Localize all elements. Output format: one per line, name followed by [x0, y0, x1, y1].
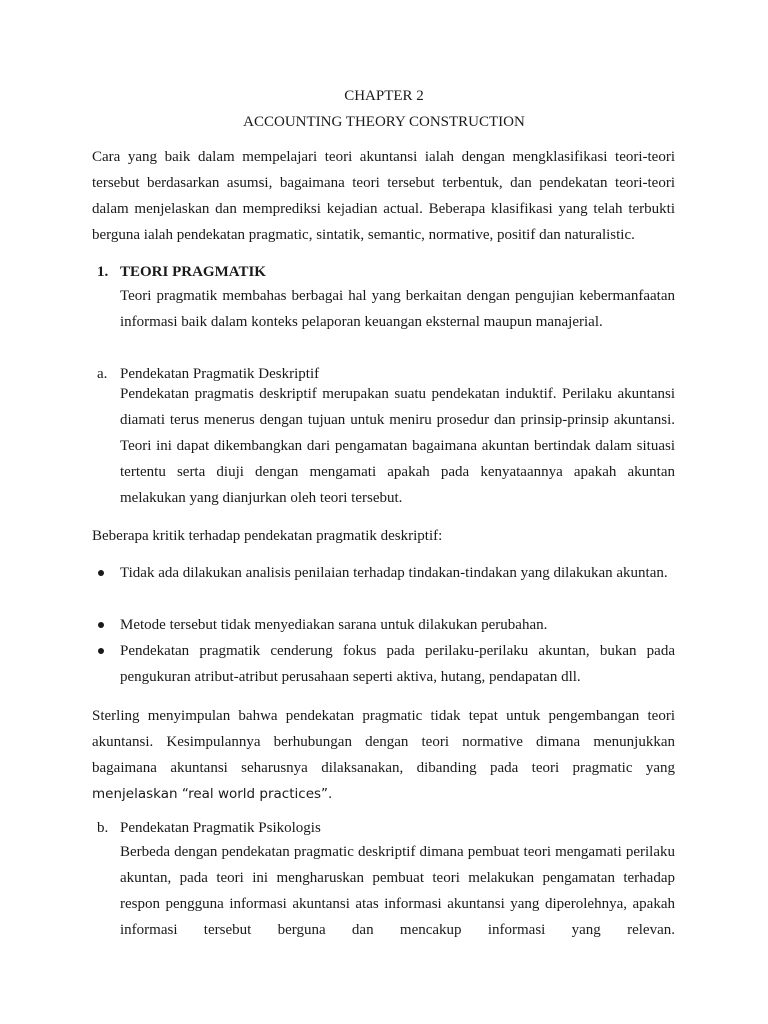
critique-bullet-2: [120, 612, 675, 638]
chapter-title: ACCOUNTING THEORY CONSTRUCTION: [243, 114, 525, 130]
sub-a-marker: a.: [97, 366, 108, 382]
sub-b-heading: Pendekatan Pragmatik Psikologis: [120, 820, 321, 836]
sterling-line-3: bagaimana akuntansi seharusnya dilaksanakan, dibanding pada teori pragmatic yang: [92, 760, 675, 776]
sub-b-text: Berbeda dengan pendekatan pragmatic deskriptif dimana pembuat teori mengamati perilaku akuntan, pada teori ini mengharuskan pembuat teori melakukan pengamatan terhadap respon pengguna informasi akuntansi atas informasi akuntansi yang diperolehnya, apakah informasi tersebut berguna dan mencakup informasi yang relevan.: [120, 844, 675, 938]
section-1-text: Teori pragmatik membahas berbagai hal yang berkaitan dengan pengujian kebermanfaatan informasi baik dalam konteks pelaporan keuangan eksternal maupun manajerial.: [120, 288, 675, 330]
critique-bullet-2-text: Metode tersebut tidak menyediakan sarana untuk dilakukan perubahan.: [120, 617, 548, 633]
intro-text: Cara yang baik dalam mempelajari teori akuntansi ialah dengan mengklasifikasi teori-teori tersebut berdasarkan asumsi, bagaimana teori tersebut terbentuk, dan pendekatan teori-teori dalam menjelaskan dan memprediksi kejadian actual. Beberapa klasifikasi yang telah terbukti berguna ialah pendekatan pragmatic, sintatik, semantic, normative, positif dan naturalistic.: [92, 149, 675, 243]
section-1-number: 1.: [97, 264, 109, 280]
sub-a-body: [120, 381, 675, 511]
sub-b-body: [120, 839, 675, 943]
bullet-icon: [98, 570, 104, 576]
sterling-line-1: Sterling menyimpulan bahwa pendekatan pragmatic tidak tepat untuk pengembangan teori: [92, 708, 675, 724]
chapter-number: CHAPTER 2: [344, 88, 424, 104]
bullet-icon: [98, 622, 104, 628]
sub-b-marker: b.: [97, 820, 109, 836]
critique-bullet-3-text: Pendekatan pragmatik cenderung fokus pada perilaku-perilaku akuntan, bukan pada pengukuran atribut-atribut perusahaan seperti aktiva, hutang, pendapatan dll.: [120, 643, 675, 685]
sterling-paragraph: [92, 703, 675, 807]
critique-bullet-3: [120, 638, 675, 690]
bullet-icon: [98, 648, 104, 654]
critique-bullet-1: [120, 560, 675, 586]
sterling-line-2: akuntansi. Kesimpulannya berhubungan dengan teori normative dimana menunjukkan: [92, 734, 675, 750]
section-1-body: [120, 283, 675, 335]
critique-intro: Beberapa kritik terhadap pendekatan pragmatik deskriptif:: [92, 528, 443, 544]
sterling-line-4: menjelaskan “real world practices”.: [92, 786, 333, 802]
section-1-heading: TEORI PRAGMATIK: [120, 264, 266, 280]
critique-bullet-1-text: Tidak ada dilakukan analisis penilaian terhadap tindakan-tindakan yang dilakukan akuntan.: [120, 565, 668, 581]
sub-a-text: Pendekatan pragmatis deskriptif merupakan suatu pendekatan induktif. Perilaku akuntansi diamati terus menerus dengan tujuan untuk meniru prosedur dan prinsip-prinsip akuntansi. Teori ini dapat dikembangkan dari pengamatan bagaimana akuntan bertindak dalam situasi tertentu serta diuji dengan mengamati apakah pada kenyataannya apakah akuntan melakukan yang dianjurkan oleh teori tersebut.: [120, 386, 675, 506]
intro-paragraph: [92, 144, 675, 248]
sub-a-heading: Pendekatan Pragmatik Deskriptif: [120, 366, 320, 382]
